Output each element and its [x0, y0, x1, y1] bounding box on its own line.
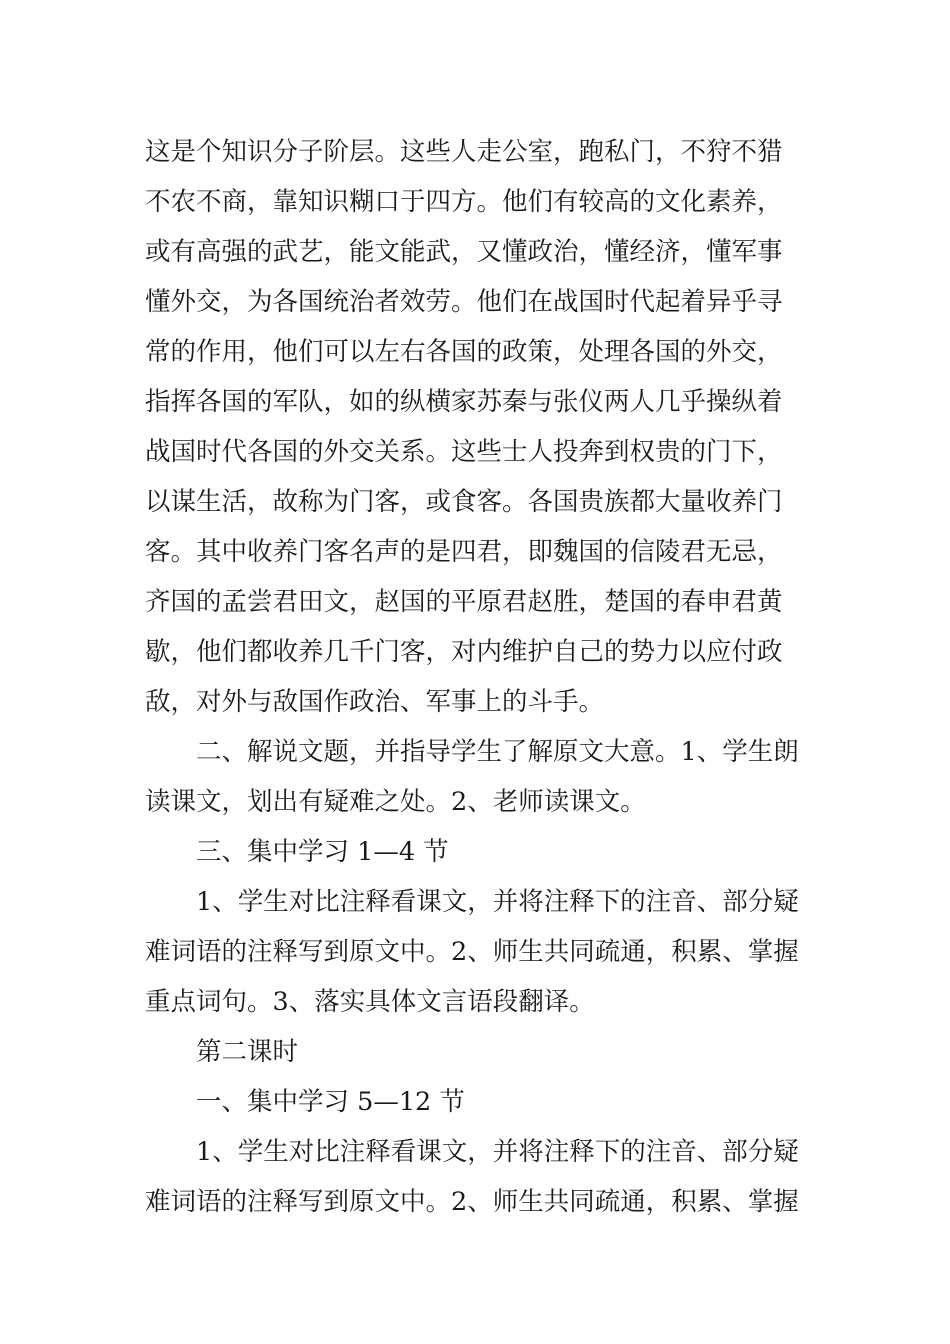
text-line: 懂外交，为各国统治者效劳。他们在战国时代起着异乎寻: [145, 287, 783, 317]
text-line: 读课文，划出有疑难之处。2、老师读课文。: [145, 787, 646, 817]
text-line: 难词语的注释写到原文中。2、师生共同疏通，积累、掌握: [145, 1187, 799, 1217]
section-heading-line: 一、集中学习 5—12 节: [196, 1087, 465, 1117]
text-line: 敌，对外与敌国作政治、军事上的斗手。: [145, 687, 605, 717]
section-heading-line: 三、集中学习 1—4 节: [196, 837, 449, 867]
text-line: 战国时代各国的外交关系。这些士人投奔到权贵的门下，: [145, 437, 783, 467]
text-line: 1、学生对比注释看课文，并将注释下的注音、部分疑: [196, 1137, 799, 1167]
text-line: 重点词句。3、落实具体文言语段翻译。: [145, 987, 595, 1017]
section-heading-line: 第二课时: [196, 1037, 299, 1067]
text-line: 客。其中收养门客名声的是四君，即魏国的信陵君无忌，: [145, 537, 783, 567]
text-line: 以谋生活，故称为门客，或食客。各国贵族都大量收养门: [145, 487, 783, 517]
section-heading-line: 二、解说文题，并指导学生了解原文大意。1、学生朗: [196, 737, 799, 767]
text-line: 不农不商，靠知识糊口于四方。他们有较高的文化素养，: [145, 187, 783, 217]
text-line: 难词语的注释写到原文中。2、师生共同疏通，积累、掌握: [145, 937, 799, 967]
text-line: 指挥各国的军队，如的纵横家苏秦与张仪两人几乎操纵着: [145, 387, 783, 417]
text-line: 1、学生对比注释看课文，并将注释下的注音、部分疑: [196, 887, 799, 917]
document-body: [145, 127, 810, 1227]
text-line: 常的作用，他们可以左右各国的政策，处理各国的外交，: [145, 337, 783, 367]
text-line: 歇，他们都收养几千门客，对内维护自己的势力以应付政: [145, 637, 783, 667]
text-line: 或有高强的武艺，能文能武，又懂政治，懂经济，懂军事: [145, 237, 783, 267]
text-line: 齐国的孟尝君田文，赵国的平原君赵胜，楚国的春申君黄: [145, 587, 783, 617]
text-line: 这是个知识分子阶层。这些人走公室，跑私门，不狩不猎: [145, 137, 783, 167]
